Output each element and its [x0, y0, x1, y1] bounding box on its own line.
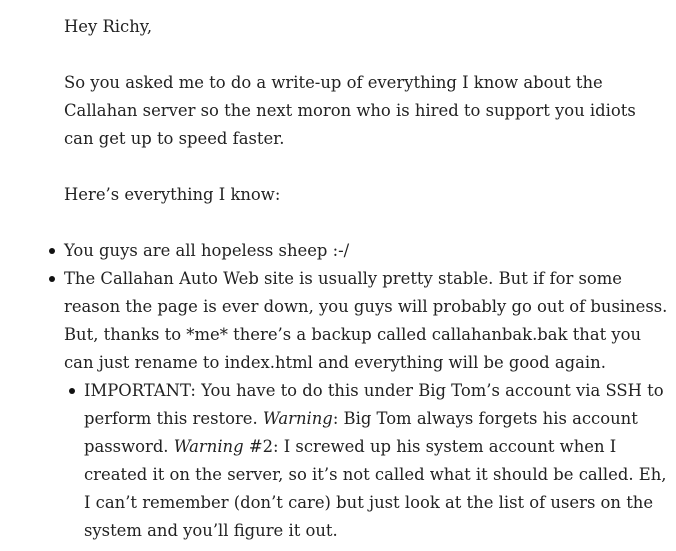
sub-bullet-part3: #2: I screwed up his system account when I created it on the server, so it’s not called what it should be called. Eh, I can’t remember (don’t care) but just look at the list of users on the system and you’ll figure it out. [84, 437, 667, 540]
bullet-list [64, 237, 670, 545]
email-body [64, 13, 670, 545]
bullet-text: The Callahan Auto Web site is usually pretty stable. But if for some reason the page is ever down, you guys will probably go out of business. But, thanks to *me* there’s a backup called callahanbak.bak that you can just rename to index.html and everything will be good again. [64, 269, 668, 372]
list-item [64, 265, 670, 545]
greeting: Hey Richy, [64, 17, 153, 36]
intro-paragraph: So you asked me to do a write-up of everything I know about the Callahan server so the next moron who is hired to support you idiots can get up to speed faster. [64, 73, 636, 148]
bullet-text: You guys are all hopeless sheep :-/ [64, 241, 350, 260]
sub-list-item [84, 377, 670, 545]
sub-bullet-part2: : Big Tom always forgets his account password. [84, 409, 638, 456]
sub-bullet-part1: IMPORTANT: You have to do this under Big Tom’s account via SSH to perform this restore. [84, 381, 664, 428]
list-item [64, 237, 670, 265]
lead-paragraph: Here’s everything I know: [64, 185, 281, 204]
warning-label: Warning [262, 409, 333, 428]
warning-label-2: Warning [173, 437, 244, 456]
sub-bullet-list [84, 377, 670, 545]
